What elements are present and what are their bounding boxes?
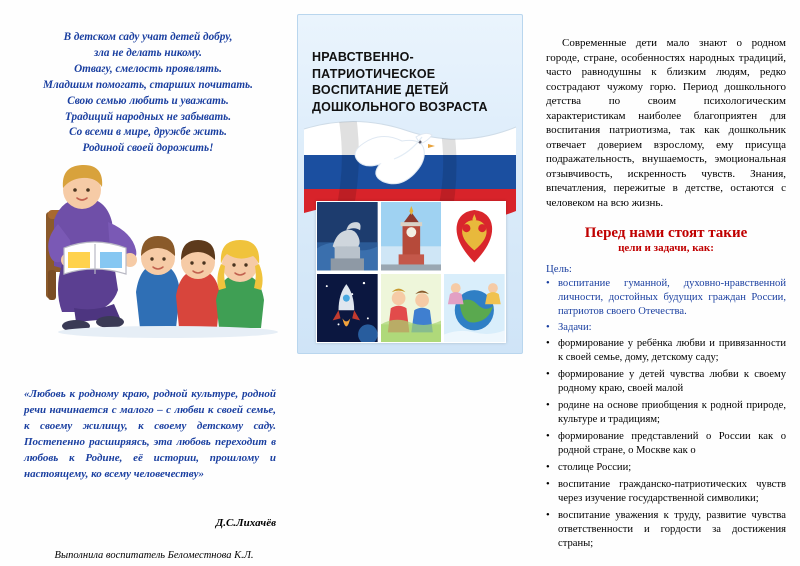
goal-list [546,277,786,318]
goals-heading [546,224,786,255]
list-item [546,430,786,458]
bullet-icon: • [546,479,550,491]
cover-title-line-1: НРАВСТВЕННО-ПАТРИОТИЧЕСКОЕ [312,50,436,81]
goal-label: Цель: [546,263,572,276]
poem-line-4: Младшим помогать, старших почитать. [43,78,253,91]
task-item-text: воспитание гражданско-патриотических чувств через изучение государственной символики; [558,479,786,505]
poem-line-7: Со всеми в мире, дружбе жить. [69,126,227,139]
list-item [546,461,786,475]
poem-block [14,30,282,157]
quote-author: Д.С.Лихачёв [215,517,276,529]
right-column [546,36,786,551]
poem-line-2: зла не делать никому. [94,46,202,59]
tasks-list [546,337,786,551]
cover-title-line-2: ВОСПИТАНИЕ ДЕТЕЙ [312,83,449,97]
tasks-label: Задачи: [558,321,592,333]
photo-coat-of-arms [444,202,505,271]
cover-title [312,49,512,115]
list-item [546,368,786,396]
task-item-text: воспитание уважения к труду, развитие чувства ответственности и гордости за достижения страны; [558,510,786,550]
task-item-text: формирование представлений о России как о родной стране, о Москве как о [558,431,786,457]
cover-panel [297,14,523,354]
lihachev-quote: «Любовь к родному краю, родной культуре, родной речи начинается с малого – с любви к своей семье, к своему жилищу, к своему детскому саду. Постепенно расширяясь, эта любовь переходит в любовь к Родине, её истории, прошлому и настоящему, ко всему человечеству» [24,388,276,480]
list-item [546,509,786,551]
intro-paragraph: Современные дети мало знают о родном городе, стране, особенностях народных традиций, часто равнодушны к близким людям, редко сострадают чужому горю. Период дошкольного детства по своим психологическим характеристикам наиболее благоприятен для воспитания патриотизма, так как дошкольник отвечает доверием взрослому, ему присуща подражательность, внушаемость, эмоциональная отзывчивость, искренность чувств. Знания, впечатления, пережитые в детстве, остаются с человеком на всю жизнь. [546,37,786,209]
task-label-block [546,321,786,335]
bullet-icon: • [546,369,550,381]
poem-line-1: В детском саду учат детей добру, [63,31,233,43]
bullet-icon: • [546,278,550,290]
list-item [546,337,786,365]
list-item [546,478,786,506]
goal-item-text: воспитание гуманной, духовно-нравственной личности, достойных будущих граждан России, патриотов своего Отечества. [558,278,786,317]
photo-space-rocket [317,274,378,343]
poem-line-6: Традиций народных не забывать. [64,110,232,123]
teacher-and-children-illustration [18,150,280,340]
poem-line-8: Родиной своей дорожить! [82,142,214,155]
cover-title-line-3: ДОШКОЛЬНОГО ВОЗРАСТА [312,99,488,114]
poem-line-5: Свою семью любить и уважать. [67,94,229,107]
list-item [546,399,786,427]
list-item [546,277,786,318]
photo-monument-horseman [317,202,378,271]
bullet-icon: • [546,510,550,522]
photo-kremlin-tower [381,202,442,271]
goals-heading-subtext: цели и задачи, как: [618,242,714,255]
left-column [14,30,282,561]
task-item-text: формирование у детей чувства любви к своему родному краю, своей малой [558,369,786,395]
bullet-icon: • [546,431,550,443]
photo-children-folk-costumes [381,274,442,343]
list-item [546,321,786,335]
photo-earth-globe-children [444,274,505,343]
bullet-icon: • [546,321,550,333]
task-item-text: формирование у ребёнка любви и привязанности к своей семье, дому, детскому саду; [558,338,786,364]
prepared-by-line: Выполнила воспитатель Беломестнова К.Л. [54,550,254,561]
bullet-icon: • [546,462,550,474]
bullet-icon: • [546,338,550,350]
poem-line-3: Отвагу, смелость проявлять. [74,62,222,75]
bullet-icon: • [546,400,550,412]
task-item-text: столице России; [558,462,632,474]
goals-heading-text: Перед нами стоят такие [584,225,748,242]
task-item-text: родине на основе приобщения к родной природе, культуре и традициям; [558,400,786,426]
cover-photo-grid [316,201,506,343]
